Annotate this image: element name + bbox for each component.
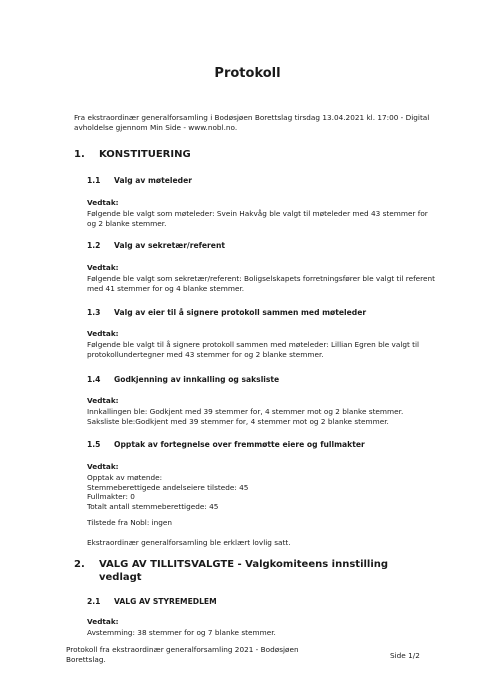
vedtak-label: Vedtak: xyxy=(87,329,119,338)
footer-text: Protokoll fra ekstraordinær generalforsamling 2021 - Bodøsjøen Borettslag. xyxy=(66,645,299,664)
item-1-3-text: Følgende ble valgt til å signere protokoll sammen med møteleder: Lillian Egren ble valgt til protokollundertegner med 43 stemmer for og 2 blanke stemmer. xyxy=(87,340,420,359)
item-1-4-text xyxy=(87,407,437,426)
totalt-line: Totalt antall stemmeberettigede: 45 xyxy=(87,501,219,511)
item-1-1-text: Følgende ble valgt som møteleder: Svein Hakvåg ble valgt til møteleder med 43 stemmer for og 2 blanke stemmer. xyxy=(87,209,428,228)
item-1-4-number: 1.4 xyxy=(87,375,101,384)
item-1-5-title: Opptak av fortegnelse over fremmøtte eiere og fullmakter xyxy=(114,440,365,449)
fullmakter-line: Fullmakter: 0 xyxy=(87,492,135,501)
saksliste-line: Saksliste ble:Godkjent med 39 stemmer for, 4 stemmer mot og 2 blanke stemmer. xyxy=(87,416,389,426)
vedtak-label: Vedtak: xyxy=(87,396,119,405)
vedtak-label: Vedtak: xyxy=(87,462,119,471)
intro-paragraph: Fra ekstraordinær generalforsamling i Bodøsjøen Borettslag tirsdag 13.04.2021 kl. 17:00 - Digital avholdelse gjennom Min Side - www.nobl.no. xyxy=(74,113,430,132)
section-2-title: VALG AV TILLITSVALGTE - Valgkomiteens innstilling vedlagt xyxy=(99,559,389,583)
item-1-2-number: 1.2 xyxy=(87,241,101,250)
item-1-1-number: 1.1 xyxy=(87,176,101,185)
opptak-line: Opptak av møtende: xyxy=(87,473,163,482)
item-1-1-title: Valg av møteleder xyxy=(114,176,192,185)
item-1-2-text: Følgende ble valgt som sekretær/referent: Boligselskapets forretningsfører ble valgt til referent med 41 stemmer for og 4 blanke stemmer. xyxy=(87,274,435,293)
vedtak-label: Vedtak: xyxy=(87,263,119,272)
item-1-5-text xyxy=(87,473,437,511)
tilstede-text: Tilstede fra Nobl: ingen xyxy=(87,518,172,527)
item-1-3-title: Valg av eier til å signere protokoll sammen med møteleder xyxy=(114,308,367,317)
item-1-3-number: 1.3 xyxy=(87,308,101,317)
item-1-5-number: 1.5 xyxy=(87,440,101,449)
vedtak-label: Vedtak: xyxy=(87,198,119,207)
section-1-title: KONSTITUERING xyxy=(99,149,191,160)
item-2-1-number: 2.1 xyxy=(87,597,101,606)
section-1-number: 1. xyxy=(74,149,85,160)
document-title: Protokoll xyxy=(214,66,281,81)
item-1-2-title: Valg av sekretær/referent xyxy=(114,241,225,250)
item-2-1-title: VALG AV STYREMEDLEM xyxy=(114,597,217,606)
vedtak-label: Vedtak: xyxy=(87,617,119,626)
item-1-4-title: Godkjenning av innkalling og saksliste xyxy=(114,375,280,384)
innkalling-line: Innkallingen ble: Godkjent med 39 stemmer for, 4 stemmer mot og 2 blanke stemmer. xyxy=(87,407,404,416)
lovlig-text: Ekstraordinær generalforsamling ble erklært lovlig satt. xyxy=(87,538,291,547)
page-number: Side 1/2 xyxy=(390,651,420,660)
section-2-number: 2. xyxy=(74,559,85,570)
item-2-1-text: Avstemming: 38 stemmer for og 7 blanke stemmer. xyxy=(87,628,276,637)
andelseiere-line: Stemmeberettigede andelseiere tilstede: 45 xyxy=(87,482,249,492)
